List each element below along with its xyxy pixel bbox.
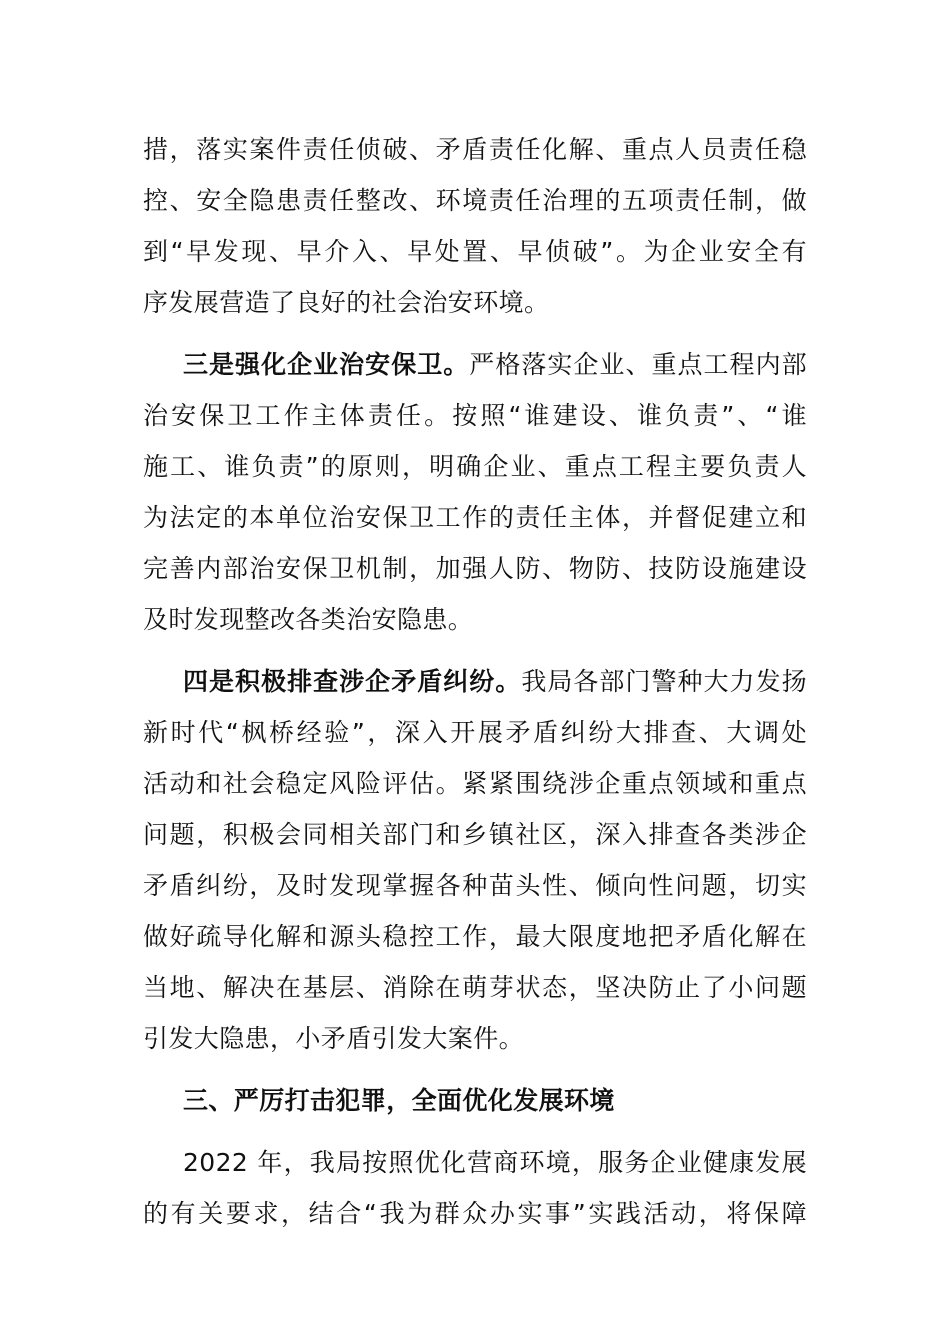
paragraph-line: 问题，积极会同相关部门和乡镇社区，深入排查各类涉企 <box>143 820 807 849</box>
paragraph-line: 完善内部治安保卫机制，加强人防、物防、技防设施建设 <box>143 554 807 583</box>
paragraph-first-line: 2022 年，我局按照优化营商环境，服务企业健康发展 <box>183 1148 807 1177</box>
paragraph-2 <box>143 339 807 645</box>
paragraph-line: 引发大隐患，小矛盾引发大案件。 <box>143 1024 525 1053</box>
paragraph-text: 我局各部门警种大力发扬 <box>521 667 808 696</box>
paragraph-line: 为法定的本单位治安保卫工作的责任主体，并督促建立和 <box>143 503 807 532</box>
paragraph-line: 治安保卫工作主体责任。按照“谁建设、谁负责”、“谁 <box>143 401 807 430</box>
paragraph-line: 施工、谁负责”的原则，明确企业、重点工程主要负责人 <box>143 452 807 481</box>
paragraph-text: 严格落实企业、重点工程内部 <box>469 350 808 379</box>
paragraph-first-line <box>143 339 807 390</box>
paragraph-line: 控、安全隐患责任整改、环境责任治理的五项责任制，做 <box>143 186 807 215</box>
paragraph-heading: 三是强化企业治安保卫。 <box>183 350 470 379</box>
paragraph-line: 新时代“枫桥经验”，深入开展矛盾纠纷大排查、大调处 <box>143 718 807 747</box>
section-heading: 三、严厉打击犯罪，全面优化发展环境 <box>183 1086 615 1115</box>
paragraph-first-line <box>143 656 807 707</box>
paragraph-1 <box>143 124 807 328</box>
paragraph-line: 活动和社会稳定风险评估。紧紧围绕涉企重点领域和重点 <box>143 769 807 798</box>
paragraph-line: 序发展营造了良好的社会治安环境。 <box>143 288 550 317</box>
paragraph-line: 当地、解决在基层、消除在萌芽状态，坚决防止了小问题 <box>143 973 807 1002</box>
paragraph-heading: 四是积极排查涉企矛盾纠纷。 <box>183 667 522 696</box>
paragraph-4 <box>143 1137 807 1239</box>
paragraph-line: 措，落实案件责任侦破、矛盾责任化解、重点人员责任稳 <box>143 135 807 164</box>
paragraph-line: 矛盾纠纷，及时发现掌握各种苗头性、倾向性问题，切实 <box>143 871 807 900</box>
paragraph-line: 及时发现整改各类治安隐患。 <box>143 605 474 634</box>
document-page <box>143 124 807 1239</box>
paragraph-line: 做好疏导化解和源头稳控工作，最大限度地把矛盾化解在 <box>143 922 807 951</box>
paragraph-line: 到“早发现、早介入、早处置、早侦破”。为企业安全有 <box>143 237 807 266</box>
paragraph-line: 的有关要求，结合“我为群众办实事”实践活动，将保障 <box>143 1199 807 1228</box>
paragraph-3 <box>143 656 807 1064</box>
